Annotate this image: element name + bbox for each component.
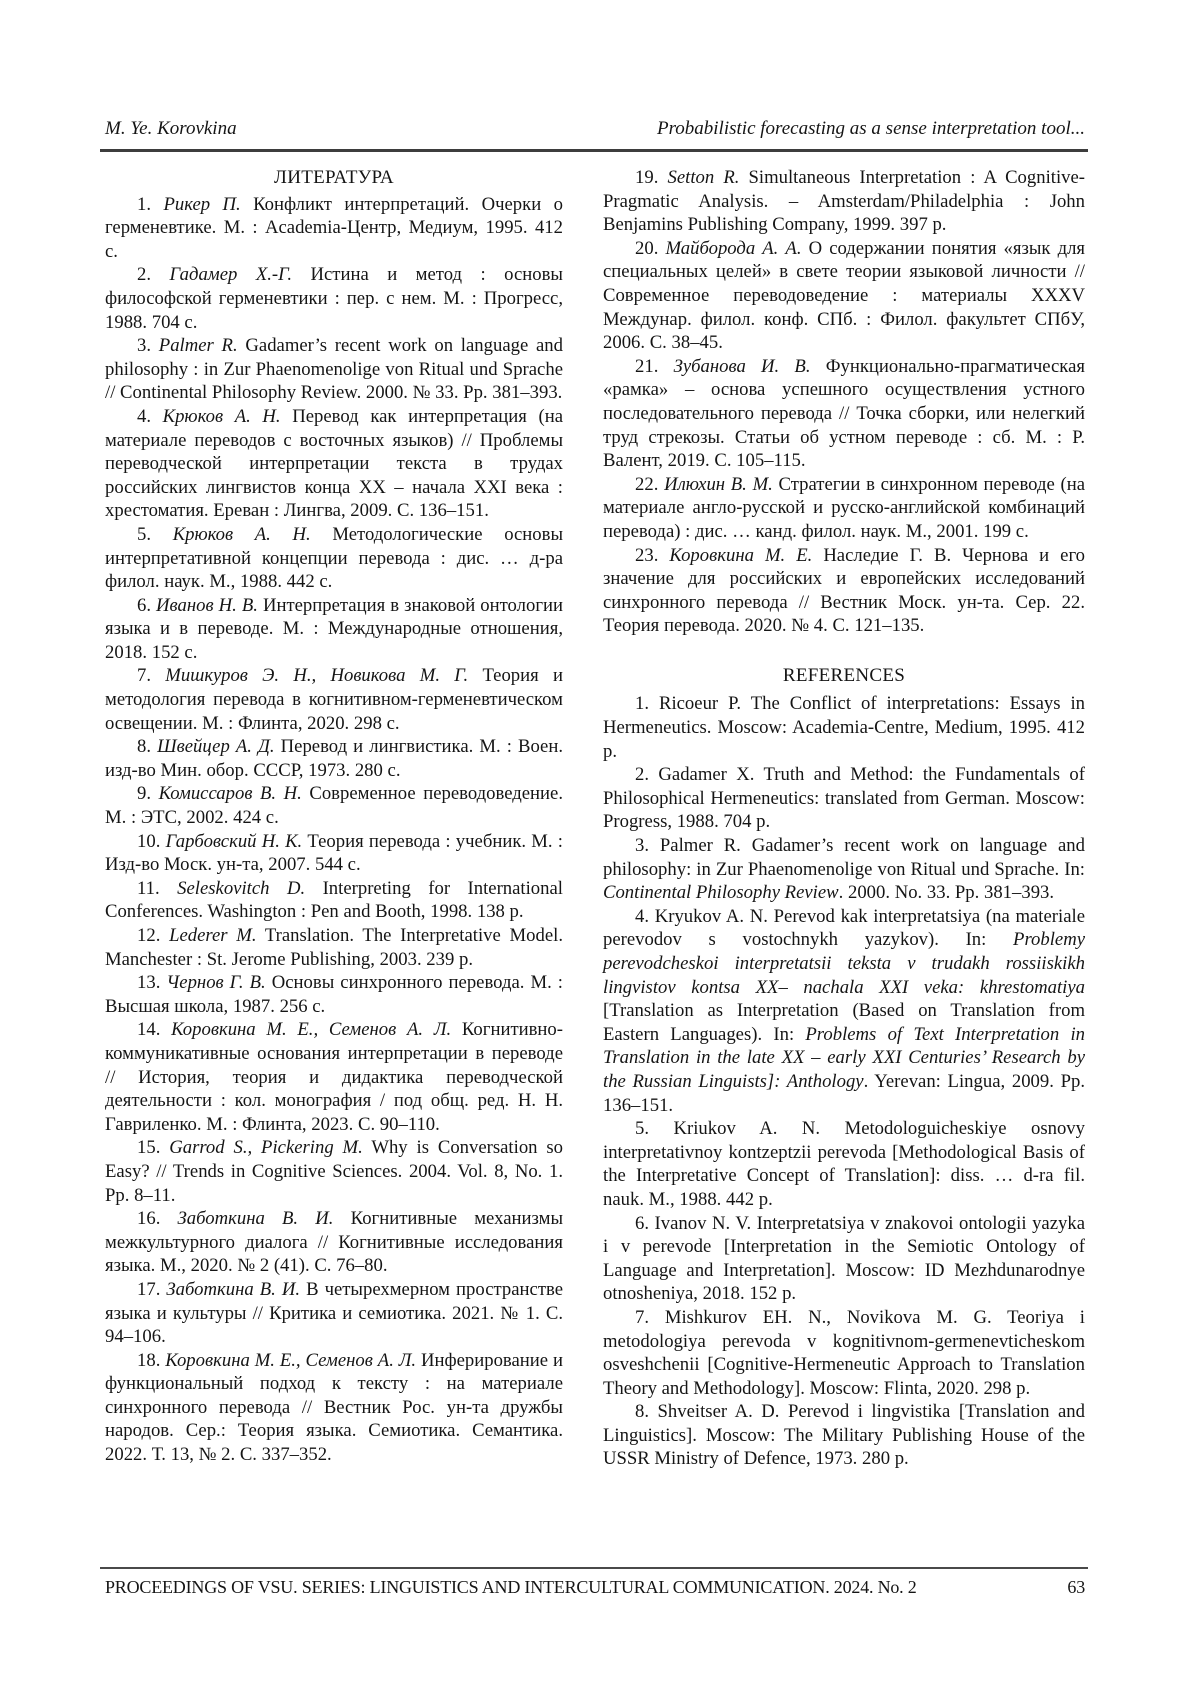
reference-italic-segment: Problems of Text Interpretation in Translation in the late XX – early XXI Centuries’ Research by the Russian Linguists]: Anthology	[603, 1023, 1085, 1092]
reference-text-segment: 3.	[137, 335, 159, 357]
reference-text-segment: 16.	[137, 1208, 178, 1230]
reference-item	[105, 877, 563, 924]
reference-item	[105, 263, 563, 334]
footer-journal-line: PROCEEDINGS OF VSU. SERIES: LINGUISTICS AND INTERCULTURAL COMMUNICATION. 2024. No. 2	[105, 1577, 917, 1597]
reference-item	[603, 1117, 1085, 1211]
reference-text-segment: 2.	[137, 264, 170, 286]
column-left	[105, 166, 563, 1471]
reference-text-segment: Why is Conversation so Easy? // Trends in Cognitive Sciences. 2004. Vol. 8, No. 1. Pp. 8–11.	[105, 1137, 563, 1206]
footer-rule	[100, 1567, 1088, 1569]
reference-text-segment: 5.	[137, 523, 173, 545]
reference-item	[603, 544, 1085, 638]
literatura-list-continued	[603, 166, 1085, 638]
reference-text-segment: 9.	[137, 783, 159, 805]
reference-italic-segment: Гадамер Х.-Г.	[169, 264, 293, 286]
reference-item	[105, 334, 563, 405]
reference-italic-segment: Continental Philosophy Review	[603, 882, 839, 904]
reference-text-segment: Методологические основы интерпретативной концепции перевода : дис. … д-ра филол. наук. М., 1988. 442 с.	[105, 523, 564, 593]
reference-item	[105, 1349, 563, 1467]
reference-item	[105, 971, 563, 1018]
reference-text-segment: Функционально-прагматическая «рамка» – основа успешного осуществления устного последовательного перевода // Точка сборки, или нелегкий труд стрекозы. Статьи об устном переводе : сб. М. : Р. Валент, 2019. С. 105–115.	[603, 355, 1085, 472]
references-list	[603, 692, 1085, 1471]
reference-text-segment: Когнитивно-коммуникативные основания интерпретации в переводе // История, теория и дидактика переводческой деятельности : кол. монография / под общ. ред. Н. Н. Гавриленко. М. : Флинта, 2023. С. 90–110.	[105, 1019, 564, 1135]
reference-text-segment: Перевод и лингвистика. М. : Воен. изд-во Мин. обор. СССР, 1973. 280 с.	[105, 736, 564, 781]
reference-italic-segment: Коровкина М. Е.	[669, 544, 813, 566]
reference-text-segment: 14.	[137, 1019, 172, 1041]
two-column-body	[105, 166, 1085, 1471]
reference-italic-segment: Заботкина В. И.	[166, 1278, 301, 1300]
reference-text-segment: 5. Kriukov A. N. Metodologuicheskiye osnovy interpretativnoy kontzeptzii perevoda [Methodological Basis of the Interpretative Concept of Translation]: diss. … d-ra fil. nauk. M., 1988. 442 p.	[603, 1118, 1085, 1210]
reference-text-segment: 15.	[137, 1137, 170, 1159]
reference-text-segment: . Yerevan: Lingua, 2009. Pp. 136–151.	[603, 1070, 1085, 1116]
reference-text-segment: В четырехмерном пространстве языка и культуры // Критика и семиотика. 2021. № 1. С. 94–106.	[105, 1278, 563, 1348]
reference-italic-segment: Garrod S., Pickering M.	[169, 1137, 363, 1159]
reference-item	[603, 237, 1085, 355]
reference-text-segment: 6.	[137, 594, 157, 616]
reference-italic-segment: Крюков А. Н.	[162, 405, 281, 427]
reference-item	[603, 763, 1085, 834]
reference-item	[105, 193, 563, 264]
reference-italic-segment: Иванов Н. В.	[156, 594, 258, 616]
reference-italic-segment: Илюхин В. М.	[664, 473, 773, 495]
reference-text-segment: 1.	[137, 193, 164, 215]
reference-text-segment: 23.	[635, 544, 670, 566]
reference-text-segment: Интерпретация в знаковой онтологии языка и в переводе. М. : Международные отношения, 2018. 152 с.	[105, 594, 563, 663]
reference-italic-segment: Комиссаров В. Н.	[158, 783, 302, 805]
reference-text-segment: 4.	[137, 405, 163, 427]
reference-text-segment: Simultaneous Interpretation : A Cognitive-Pragmatic Analysis. – Amsterdam/Philadelphia : John Benjamins Publishing Company, 1999. 397 p.	[603, 167, 1086, 236]
reference-item	[105, 782, 563, 829]
reference-text-segment: 8. Shveitser A. D. Perevod i lingvistika [Translation and Linguistics]. Moscow: The Military Publishing House of the USSR Ministry of Defence, 1973. 280 p.	[603, 1401, 1085, 1470]
reference-item	[603, 355, 1085, 473]
reference-item	[105, 924, 563, 971]
reference-item	[105, 1136, 563, 1207]
reference-text-segment: Современное переводоведение. М. : ЭТС, 2002. 424 с.	[105, 783, 564, 829]
header-running-title: Probabilistic forecasting as a sense interpretation tool...	[656, 118, 1085, 139]
reference-text-segment: 18.	[137, 1349, 166, 1371]
reference-text-segment: 1. Ricoeur P. The Conflict of interpretations: Essays in Hermeneutics. Moscow: Academia-Centre, Medium, 1995. 412 p.	[603, 693, 1085, 762]
reference-item	[603, 692, 1085, 763]
reference-text-segment: 2. Gadamer X. Truth and Method: the Fundamentals of Philosophical Hermeneutics: translated from German. Moscow: Progress, 1988. 704 p.	[603, 764, 1085, 833]
reference-item	[105, 664, 563, 735]
references-heading: REFERENCES	[782, 664, 906, 686]
reference-item	[603, 1400, 1085, 1471]
reference-text-segment: Основы синхронного перевода. М. : Высшая школа, 1987. 256 с.	[105, 972, 563, 1017]
reference-italic-segment: Крюков А. Н.	[172, 523, 311, 545]
reference-item	[603, 905, 1085, 1117]
reference-item	[105, 830, 563, 877]
reference-text-segment: 8.	[137, 736, 158, 758]
reference-italic-segment: Коровкина М. Е., Семенов А. Л.	[171, 1019, 452, 1041]
running-header	[105, 118, 1085, 140]
reference-italic-segment: Seleskovitch D.	[177, 877, 306, 899]
reference-italic-segment: Швейцер А. Д.	[157, 736, 275, 758]
reference-italic-segment: Problemy perevodcheskoi interpretatsii teksta v trudakh rossiiskikh lingvistov kontsa XX– nachala XXI veka: khrestomatiya	[603, 929, 1085, 998]
reference-text-segment: 7.	[137, 665, 166, 687]
reference-text-segment: Теория и методология перевода в когнитивном-герменевтическом освещении. М. : Флинта, 2020. 298 с.	[105, 665, 564, 734]
reference-text-segment: Gadamer’s recent work on language and philosophy : in Zur Phaenomenolige von Ritual und Sprache // Continental Philosophy Review. 2000. № 33. Pp. 381–393.	[105, 335, 563, 404]
reference-italic-segment: Зубанова И. В.	[673, 355, 811, 377]
reference-item	[105, 735, 563, 782]
reference-text-segment: 3. Palmer R. Gadamer’s recent work on language and philosophy: in Zur Phaenomenolige von Ritual und Sprache. In:	[603, 835, 1085, 880]
reference-italic-segment: Setton R.	[667, 167, 740, 188]
reference-item	[105, 1207, 563, 1278]
reference-text-segment: 21.	[635, 355, 674, 377]
reference-text-segment: Стратегии в синхронном переводе (на материале англо-русской и русско-английской комбинаций перевода) : дис. … канд. филол. наук. М., 2001. 199 с.	[603, 473, 1085, 542]
reference-text-segment: Наследие Г. В. Чернова и его значение для российских и европейских исследований синхронного перевода // Вестник Моск. ун-та. Сер. 22. Теория перевода. 2020. № 4. С. 121–135.	[603, 544, 1086, 637]
reference-text-segment: 4. Kryukov A. N. Perevod kak interpretatsiya (na materiale perevodov s vostochnykh yazykov). In:	[603, 905, 1085, 951]
reference-item	[603, 166, 1085, 237]
reference-italic-segment: Lederer M.	[169, 925, 257, 946]
column-right	[603, 166, 1085, 1471]
reference-text-segment: 6. Ivanov N. V. Interpretatsiya v znakovoi ontologii yazyka i v perevode [Interpretation in the Semiotic Ontology of Language and Interpretation]. Moscow: ID Mezhdunarodnye otnosheniya, 2018. 152 p.	[603, 1212, 1085, 1305]
reference-italic-segment: Заботкина В. И.	[177, 1208, 334, 1230]
header-rule	[100, 149, 1088, 152]
reference-text-segment: 11.	[137, 877, 178, 899]
reference-item	[105, 523, 563, 594]
reference-italic-segment: Рикер П.	[163, 193, 241, 215]
reference-italic-segment: Коровкина М. Е., Семенов А. Л.	[165, 1349, 417, 1371]
reference-text-segment: 12.	[137, 925, 170, 946]
reference-text-segment: О содержании понятия «язык для специальных целей» в свете теории языковой личности // Современное переводоведение : материалы XXXV Междунар. филол. конф. СПб. : Филол. факультет СПбУ, 2006. С. 38–45.	[603, 237, 1085, 354]
literatura-heading: ЛИТЕРАТУРА	[274, 167, 394, 188]
reference-italic-segment: Майборода А. А.	[665, 237, 802, 259]
literatura-list	[105, 193, 563, 1467]
reference-italic-segment: Чернов Г. В.	[166, 972, 266, 994]
reference-text-segment: 22.	[635, 473, 665, 495]
reference-text-segment: Когнитивные механизмы межкультурного диалога // Когнитивные исследования языка. М., 2020. № 2 (41). С. 76–80.	[105, 1208, 563, 1277]
reference-text-segment: Конфликт интерпретаций. Очерки о герменевтике. М. : Academia-Центр, Медиум, 1995. 412 с.	[105, 193, 563, 262]
header-author: M. Ye. Korovkina	[105, 118, 237, 139]
reference-text-segment: Перевод как интерпретация (на материале переводов с восточных языков) // Проблемы переводческой интерпретации текста в трудах российских лингвистов конца XX – начала XXI века : хрестоматия. Ереван : Лингва, 2009. С. 136–151.	[105, 405, 564, 522]
reference-item	[105, 1278, 563, 1349]
reference-italic-segment: Гарбовский Н. К.	[165, 830, 303, 852]
reference-text-segment: 7. Mishkurov EH. N., Novikova M. G. Teoriya i metodologiya perevoda v kognitivnom-germenevticheskom osveshchenii [Cognitive-Hermeneutic Approach to Translation Theory and Methodology]. Moscow: Flinta, 2020. 298 p.	[603, 1306, 1085, 1399]
reference-text-segment: Interpreting for International Conferences. Washington : Pen and Booth, 1998. 138 p.	[105, 877, 563, 923]
reference-item	[105, 1018, 563, 1136]
reference-italic-segment: Palmer R.	[158, 335, 238, 357]
reference-text-segment: 20.	[635, 237, 666, 259]
reference-item	[603, 1212, 1085, 1306]
reference-text-segment: Истина и метод : основы философской герменевтики : пер. с нем. М. : Прогресс, 1988. 704 с.	[105, 264, 563, 333]
reference-item	[603, 1306, 1085, 1400]
reference-text-segment: 19.	[635, 167, 668, 188]
reference-text-segment: Translation. The Interpretative Model. Manchester : St. Jerome Publishing, 2003. 239 p.	[105, 925, 563, 970]
reference-text-segment: Инферирование и функциональный подход к тексту : на материале синхронного перевода // Вестник Рос. ун-та дружбы народов. Сер.: Теория языка. Семиотика. Семантика. 2022. Т. 13, № 2. С. 337–352.	[105, 1349, 563, 1466]
reference-text-segment: Теория перевода : учебник. М. : Изд-во Моск. ун-та, 2007. 544 с.	[105, 830, 563, 876]
reference-text-segment: . 2000. No. 33. Pp. 381–393.	[838, 882, 1055, 904]
reference-item	[105, 405, 563, 523]
reference-item	[105, 594, 563, 665]
reference-item	[603, 834, 1085, 905]
footer-page-number: 63	[1067, 1577, 1085, 1597]
reference-item	[603, 473, 1085, 544]
reference-text-segment: 13.	[137, 972, 167, 994]
reference-text-segment: 17.	[137, 1278, 167, 1300]
page-footer	[105, 1576, 1085, 1598]
reference-italic-segment: Мишкуров Э. Н., Новикова М. Г.	[165, 665, 469, 687]
reference-text-segment: [Translation as Interpretation (Based on Translation from Eastern Languages). In:	[603, 1000, 1085, 1045]
reference-text-segment: 10.	[137, 830, 166, 852]
